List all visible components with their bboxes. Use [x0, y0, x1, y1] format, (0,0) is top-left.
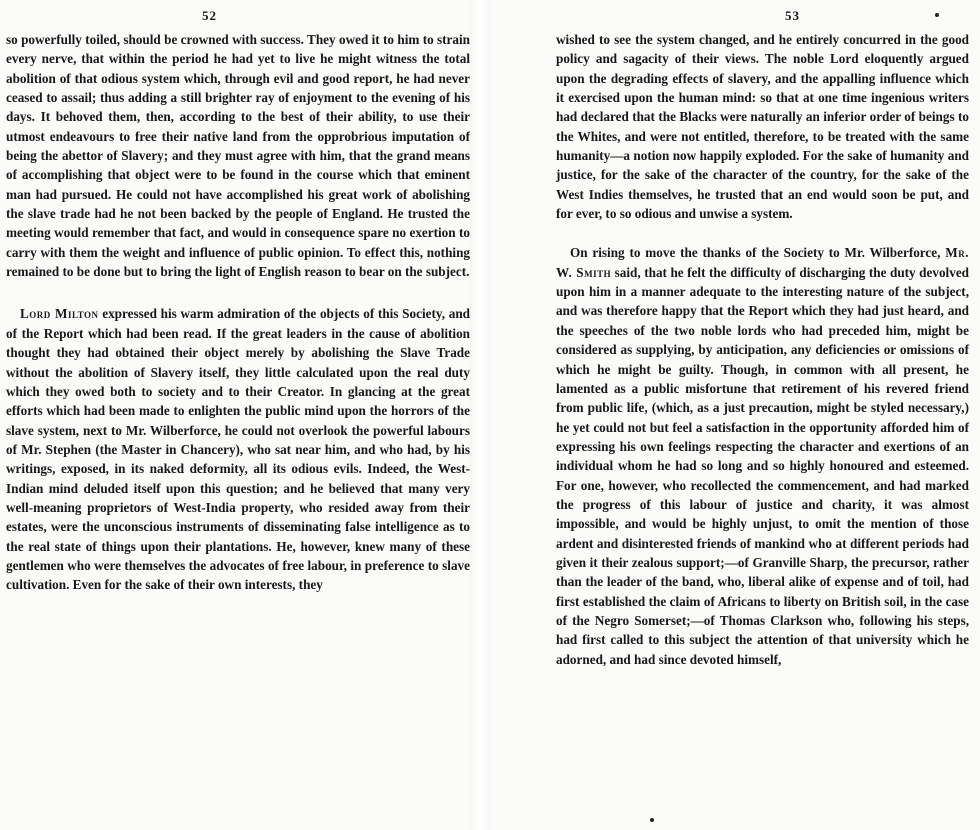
paragraph: wished to see the system changed, and he entirely concurred in the good policy and sagacity of their views. The noble Lord eloquently argued upon the degrading effects of slavery, and the appalling influence which it exercised upon the human mind: so that at one time ingenious writers had declared that the Blacks were naturally an inferior order of beings to the Whites, and were not entitled, therefore, to be treated with the same humanity—a notion now happily exploded. For the sake of humanity and justice, for the sake of the character of the country, for the sake of the West Indies themselves, he trusted that an end would soon be put, and for ever, to so odious and unwise a system.	[556, 32, 969, 222]
speaker-name: Mr. W. Smith	[556, 245, 970, 280]
speech-paragraph	[556, 243, 969, 669]
page-body	[556, 30, 969, 669]
scan-speck	[650, 818, 654, 822]
speech-paragraph	[6, 304, 470, 594]
speech-opening: On rising to move the thanks of the Society to Mr. Wilberforce,	[570, 245, 941, 261]
paragraph-gap	[556, 223, 969, 243]
speaker-name: Lord Milton	[20, 306, 99, 322]
page-body	[6, 30, 470, 595]
left-page	[0, 0, 470, 830]
speech-text: said, that he felt the difficulty of discharging the duty devolved upon him in a manner adequate to the interesting nature of the subject, and was therefore happy that the Report which they had just heard, and the speeches of the two noble lords who had preceded him, might be considered as supplying, by anticipation, any deficiencies or omissions of which he might be guilty. Though, in common with all present, he lamented as a public misfortune that retirement of his revered friend from public life, (which, as a just precaution, might be styled necessary,) he yet could not but feel a satisfaction in the opportunity afforded him of expressing his own feelings respecting the character and exertions of an individual whom he had so long and so highly honoured and esteemed. For one, however, who recollected the commencement, and had marked the progress of this labour of justice and charity, it was almost impossible, and would be highly unjust, to omit the mention of those ardent and disinterested friends of mankind who at different periods had given it their zealous support;—of Granville Sharp, the precursor, rather than the leader of the band, who, liberal alike of expense and of toil, had first established the claim of Africans to liberty on British soil, in the case of the Negro Somerset;—of Thomas Clarkson who, following his steps, had first called to this subject the attention of that university which he adorned, and had since devoted himself,	[556, 264, 970, 667]
book-gutter	[470, 0, 490, 830]
paragraph-gap	[6, 281, 470, 304]
page-number: 53	[785, 8, 800, 23]
speech-text: expressed his warm admiration of the objects of this Society, and of the Report which had been read. If the great leaders in the cause of abolition thought they had obtained their object merely by abolishing the Slave Trade without the abolition of Slavery itself, they little calculated upon the real duty which they owed both to society and to their Creator. In glancing at the great efforts which had been made to enlighten the public mind upon the horrors of the slave system, next to Mr. Wilberforce, he could not overlook the powerful labours of Mr. Stephen (the Master in Chancery), who sat near him, and who had, by his writings, exposed, in its naked deformity, all its odious evils. Indeed, the West-Indian mind deluded itself upon this question; and he believed that many very well-meaning proprietors of West-India property, who resided away from their estates, were the unconscious instruments of disseminating false intelligence as to the real state of things upon their plantations. He, however, knew many of these gentlemen who were themselves the advocates of free labour, in preference to slave cultivation. Even for the sake of their own interests, they	[6, 306, 470, 593]
page-number: 52	[202, 8, 217, 23]
scan-speck	[935, 13, 939, 17]
paragraph: so powerfully toiled, should be crowned with success. They owed it to him to strain every nerve, that within the period he had yet to live he might witness the total abolition of that odious system which, through evil and good report, he had never ceased to assail; thus adding a still brighter ray of enjoyment to the evening of his days. It behoved them, then, according to the best of their ability, to use their utmost endeavours to free their native land from the opprobrious imputation of being the abettor of Slavery; and they must agree with him, that the grand means of accomplishing that object were to be found in the course which that eminent man had pursued. He could not have accomplished his great work of abolishing the slave trade had he not been backed by the people of England. He trusted the meeting would remember that fact, and would in consequence spare no exertion to carry with them the weight and influence of public opinion. To effect this, nothing remained to be done but to bring the light of English reason to bear on the subject.	[6, 32, 470, 280]
right-page	[490, 0, 980, 830]
